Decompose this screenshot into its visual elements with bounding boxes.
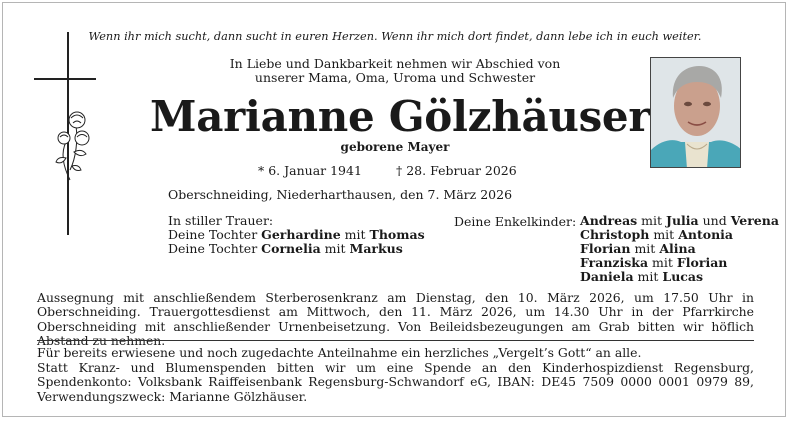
grandchild-row: Christoph mit Antonia <box>580 227 734 242</box>
mourners-label: In stiller Trauer: <box>168 213 274 228</box>
grandchild-row: Franziska mit Florian <box>580 255 728 270</box>
cross-with-roses-icon <box>30 30 100 240</box>
mourner-row: Deine Tochter Cornelia mit Markus <box>168 241 403 256</box>
place-and-date: Oberschneiding, Niederharthausen, den 7. März 2026 <box>168 187 513 202</box>
divider <box>37 340 754 341</box>
grandchild-row: Florian mit Alina <box>580 241 696 256</box>
death-date: † 28. Februar 2026 <box>396 163 517 178</box>
quote: Wenn ihr mich sucht, dann sucht in euren Herzen. Wenn ihr mich dort findet, dann lebe ich in euch weiter. <box>88 30 702 43</box>
deceased-name: Marianne Gölzhäuser <box>150 92 651 141</box>
birth-date: * 6. Januar 1941 <box>258 163 362 178</box>
born-name: geborene Mayer <box>340 140 450 154</box>
donation-text: Statt Kranz- und Blumenspenden bitten wir um eine Spende an den Kinderhospizdienst Regensburg, Spendenkonto: Volksbank Raiffeisenbank Regensburg-Schwandorf eG, IBAN: DE45 7509 0000 0001 0979 89, Verwendungszweck: Marianne Gölzhäuser. <box>37 360 754 404</box>
mourner-row: Deine Tochter Gerhardine mit Thomas <box>168 227 425 242</box>
thanks-text: Für bereits erwiesene und noch zugedachte Anteilnahme ein herzliches „Vergelt’s Gott“ an alle. <box>37 345 642 360</box>
portrait-photo <box>650 57 741 168</box>
grandchild-row: Andreas mit Julia und Verena <box>580 213 779 228</box>
grandchild-row: Daniela mit Lucas <box>580 269 704 284</box>
funeral-details: Aussegnung mit anschließendem Sterberosenkranz am Dienstag, den 10. März 2026, um 17.50 Uhr in Oberschneiding. Trauergottesdienst am Mittwoch, den 11. März 2026, um 14.30 Uhr in der Pfarrkirche Oberschneiding mit anschließender Urnenbeisetzung. Von Beileidsbezeugungen am Grab bitten wir höflich Abstand zu nehmen. <box>37 290 754 349</box>
intro-line-2: unserer Mama, Oma, Uroma und Schwester <box>254 70 536 85</box>
intro-line-1: In Liebe und Dankbarkeit nehmen wir Abschied von <box>229 56 561 71</box>
grandchildren-label: Deine Enkelkinder: <box>454 214 577 229</box>
